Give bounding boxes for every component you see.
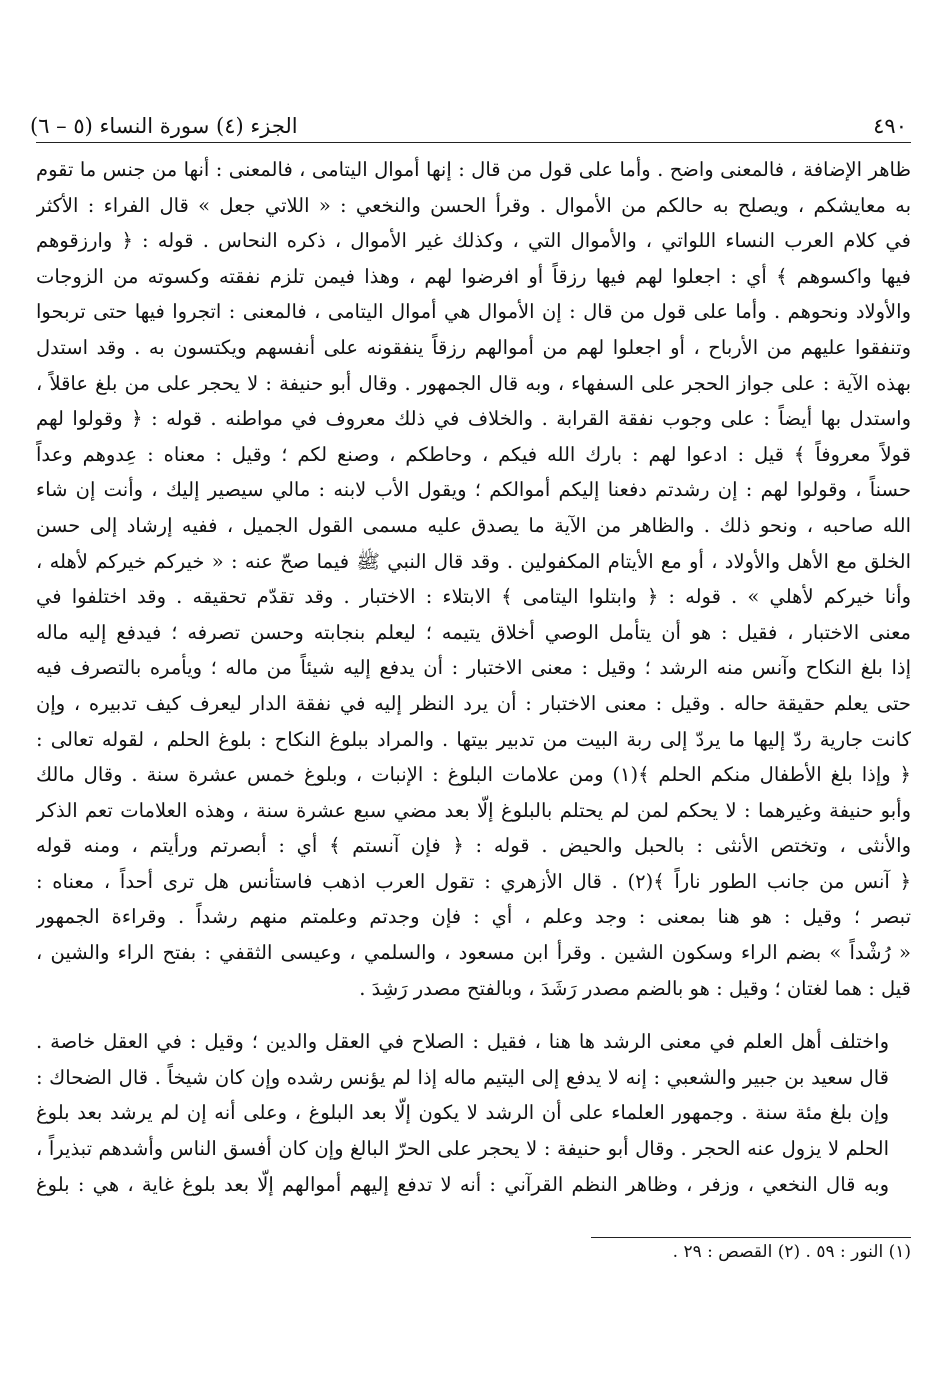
text-line: وتنفقوا عليهم من الأرباح ، أو اجعلوا لهم من أموالهم رزقاً ينفقونه على أنفسهم ويكتسون به . وقد استدل	[36, 335, 911, 359]
text-line: وبه قال النخعي ، وزفر ، وظاهر النظم القرآني : أنه لا تدفع إليهم أموالهم إلّا بعد بلوغ غاية ، هي : بلوغ	[36, 1172, 889, 1196]
text-line: الله صاحبه ، ونحو ذلك . والظاهر من الآية ما يصدق عليه مسمى القول الجميل ، ففيه إرشاد إلى حسن	[36, 513, 911, 537]
running-head: الجزء (٤) سورة النساء (٥ – ٦)	[30, 114, 298, 138]
text-line: في كلام العرب النساء اللواتي ، والأموال التي ، وكذلك غير الأموال ، ذكره النحاس . قوله : ﴿ وارزقوهم	[36, 229, 911, 253]
page-number: ٤٩٠	[873, 114, 907, 138]
text-line: واختلف أهل العلم في معنى الرشد ها هنا ، فقيل : الصلاح في العقل والدين ؛ وقيل : في العقل خاصة .	[36, 1030, 889, 1054]
text-line: « رُشْداً » بضم الراء وسكون الشين . وقرأ ابن مسعود ، والسلمي ، وعيسى الثقفي : بفتح الراء والشين ،	[36, 941, 911, 965]
text-line: قال سعيد بن جبير والشعبي : إنه لا يدفع إلى اليتيم ماله إذا لم يؤنس رشده وإن كان شيخاً . قال الضحاك :	[36, 1065, 889, 1089]
text-line: وأنا خيركم لأهلي » . قوله : ﴿ وابتلوا اليتامى ﴾ الابتلاء : الاختبار . وقد تقدّم تحقيقه . وقد اختلفوا في	[36, 585, 911, 609]
text-line: ﴿ وإذا بلغ الأطفال منكم الحلم ﴾(١) ومن علامات البلوغ : الإنبات ، وبلوغ خمس عشرة سنة . وقال مالك	[36, 763, 911, 787]
body-text	[36, 152, 911, 1202]
text-line: والأنثى ، وتختص الأنثى : بالحبل والحيض . قوله : ﴿ فإن آنستم ﴾ أي : أبصرتم ورأيتم ، ومنه قوله	[36, 834, 911, 858]
text-line: وإن بلغ مئة سنة . وجمهور العلماء على أن الرشد لا يكون إلّا بعد البلوغ ، وعلى أنه إن لم يرشد بعد بلوغ	[36, 1101, 889, 1125]
footnotes: (١) النور : ٥٩ . (٢) القصص : ٢٩ .	[672, 1242, 911, 1262]
text-line: تبصر ؛ وقيل : هو هنا بمعنى : وجد وعلم ، أي : فإن وجدتم وعلمتم منهم رشداً . وقراءة الجمهور	[36, 905, 911, 929]
paragraph	[36, 1024, 911, 1202]
text-line: ﴿ آنس من جانب الطور ناراً ﴾(٢) . قال الأزهري : تقول العرب اذهب فاستأنس هل ترى أحداً ، معناه :	[36, 869, 911, 893]
text-line: بهذه الآية : على جواز الحجر على السفهاء ، وبه قال الجمهور . وقال أبو حنيفة : لا يحجر على من بلغ عاقلاً ،	[36, 371, 911, 395]
paragraph	[36, 152, 911, 1006]
text-line: معنى الاختبار ، فقيل : هو أن يتأمل الوصي أخلاق يتيمه ؛ ليعلم بنجابته وحسن تصرفه ؛ فيدفع إليه ماله	[36, 620, 911, 644]
text-line: فيها واكسوهم ﴾ أي : اجعلوا لهم فيها رزقاً أو افرضوا لهم ، وهذا فيمن تلزم نفقته وكسوته من الزوجات	[36, 264, 911, 288]
text-line: قيل : هما لغتان ؛ وقيل : هو بالضم مصدر رَشَدَ ، وبالفتح مصدر رَشِدَ .	[359, 976, 911, 1000]
header-rule	[36, 142, 911, 143]
text-line: حسناً ، وقولوا لهم : إن رشدتم دفعنا إليكم أموالكم ؛ ويقول الأب لابنه : مالي سيصير إليك ، وأنت إن شاء	[36, 478, 911, 502]
text-line: إذا بلغ النكاح وآنس منه الرشد ؛ وقيل : معنى الاختبار : أن يدفع إليه شيئاً من ماله ؛ ويأمره بالتصرف فيه	[36, 656, 911, 680]
text-line: الحلم لا يزول عنه الحجر . وقال أبو حنيفة : لا يحجر على الحرّ البالغ وإن كان أفسق الناس وأشدهم تبذيراً ،	[36, 1137, 889, 1161]
text-line: قولاً معروفاً ﴾ قيل : ادعوا لهم : بارك الله فيكم ، وحاطكم ، وصنع لكم ؛ وقيل : معناه : عِدوهم وعداً	[36, 442, 911, 466]
text-line: وأبو حنيفة وغيرهما : لا يحكم لمن لم يحتلم بالبلوغ إلّا بعد مضي سبع عشرة سنة ، وهذه العلامات تعم الذكر	[36, 798, 911, 822]
text-line: حتى يعلم حقيقة حاله . وقيل : معنى الاختبار : أن يرد النظر إليه في نفقة الدار ليعرف كيف تدبيره ، وإن	[36, 691, 911, 715]
text-line: والأولاد ونحوهم . وأما على قول من قال : إن الأموال هي أموال اليتامى ، فالمعنى : اتجروا فيها حتى تربحوا	[36, 300, 911, 324]
text-line: كانت جارية ردّ إليها ما يردّ إلى ربة البيت من تدبير بيتها . والمراد ببلوغ النكاح : بلوغ الحلم ، لقوله تعالى :	[36, 727, 911, 751]
text-line: به معايشكم ، ويصلح به حالكم من الأموال . وقرأ الحسن والنخعي : « اللاتي جعل » قال الفراء : الأكثر	[36, 193, 911, 217]
text-line: الخلق مع الأهل والأولاد ، أو مع الأيتام المكفولين . وقد قال النبي ﷺ فيما صحّ عنه : « خيركم خيركم لأهله ،	[36, 549, 911, 573]
text-line: واستدل بها أيضاً : على وجوب نفقة القرابة . والخلاف في ذلك معروف في مواطنه . قوله : ﴿ وقولوا لهم	[36, 407, 911, 431]
text-line: ظاهر الإضافة ، فالمعنى واضح . وأما على قول من قال : إنها أموال اليتامى ، فالمعنى : أنها من جنس ما تقوم	[36, 158, 911, 181]
